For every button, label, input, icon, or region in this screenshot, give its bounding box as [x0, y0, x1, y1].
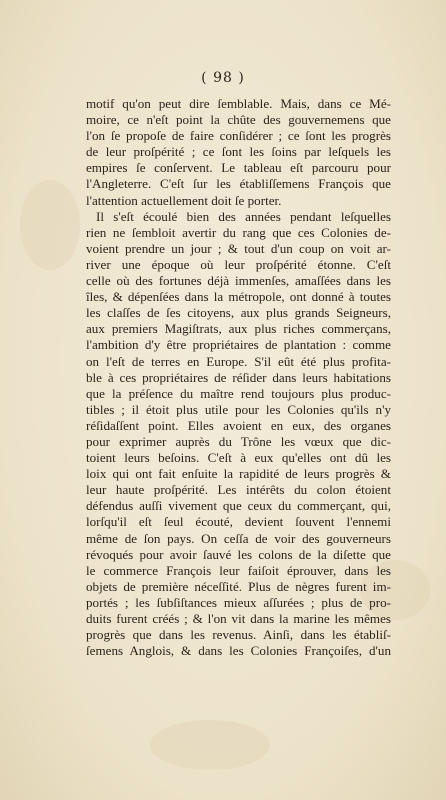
text-line: portés ; les ſubſiſtances mieux aſſurées ; plus de pro- — [86, 594, 391, 610]
text-line: voient prendre un jour ; & tout d'un coup on voit ar- — [86, 240, 391, 256]
text-line: îles, & dépenſées dans la métropole, ont donné à toutes — [86, 289, 391, 305]
text-line: leur haute proſpérité. Les intérêts du colon étoient — [86, 482, 391, 498]
text-line: le commerce François leur faiſoit éprouver, dans les — [86, 562, 391, 578]
text-line: défendus auſſi vivement que ceux du commerçant, qui, — [86, 498, 391, 514]
text-line: même de ſon pays. On ceſſa de voir des gouverneurs — [86, 530, 391, 546]
text-line: ſemens Anglois, & dans les Colonies Françoiſes, d'un — [86, 643, 391, 659]
text-line: lorſqu'il eſt ſeul écouté, devient ſouvent l'ennemi — [86, 514, 391, 530]
text-line: toient leurs beſoins. C'eſt à eux qu'elles ont dû les — [86, 450, 391, 466]
text-line: objets de première néceſſité. Plus de nègres furent im- — [86, 578, 391, 594]
text-line: que la préſence du maître rend toujours plus produc- — [86, 385, 391, 401]
text-line: river une époque où leur proſpérité étonne. C'eſt — [86, 256, 391, 272]
text-line: rien ne ſembloit avertir du rang que ces Colonies de- — [86, 224, 391, 240]
text-line: l'ambition d'y être propriétaires de plantation : comme — [86, 337, 391, 353]
text-line: révoqués pour avoir ſauvé les colons de la diſette que — [86, 546, 391, 562]
text-line: les claſſes de ſes citoyens, aux plus grands Seigneurs, — [86, 305, 391, 321]
text-line: moire, ce n'eſt point la chûte des gouvernemens que — [86, 112, 391, 128]
body-text — [86, 96, 391, 659]
text-line: l'attention actuellement doit ſe porter. — [86, 192, 282, 208]
text-line: Il s'eſt écoulé bien des années pendant leſquelles — [96, 208, 391, 224]
text-line: progrès que dans les revenus. Ainſi, dans les établiſ- — [86, 627, 391, 643]
text-line: empires ſe conſervent. Le tableau eſt parcouru pour — [86, 160, 391, 176]
text-line: celle où des fortunes déjà immenſes, amaſſées dans les — [86, 273, 391, 289]
text-line: loix qui ont fait enſuite la rapidité de leurs progrès & — [86, 466, 391, 482]
paper-stain — [150, 720, 270, 770]
text-line: ble à ces propriétaires de réſider dans leurs habitations — [86, 369, 391, 385]
text-line: aux premiers Magiſtrats, aux plus riches commerçans, — [86, 321, 391, 337]
text-line: on l'eſt de terres en Europe. S'il eût été plus profita- — [86, 353, 391, 369]
paper-stain — [20, 180, 80, 270]
text-line: motif qu'on peut dire ſemblable. Mais, dans ce Mé- — [86, 96, 391, 111]
text-line: de leur proſpérité ; ce ſont les ſoins par leſquels les — [86, 144, 391, 160]
text-line: l'Angleterre. C'eſt ſur les établiſſemens François que — [86, 176, 391, 192]
page-number: ( 98 ) — [201, 70, 245, 86]
text-line: duits furent créés ; & l'on vit dans la marine les mêmes — [86, 611, 391, 626]
text-line: tibles ; il étoit plus utile pour les Colonies qu'ils n'y — [86, 401, 391, 417]
text-line: l'on ſe propoſe de faire conſidérer ; ce ſont les progrès — [86, 128, 391, 144]
text-line: réſidaſſent point. Elles avoient en eux, des organes — [86, 417, 391, 433]
text-line: pour exprimer auprès du Trône les vœux que dic- — [86, 433, 391, 449]
